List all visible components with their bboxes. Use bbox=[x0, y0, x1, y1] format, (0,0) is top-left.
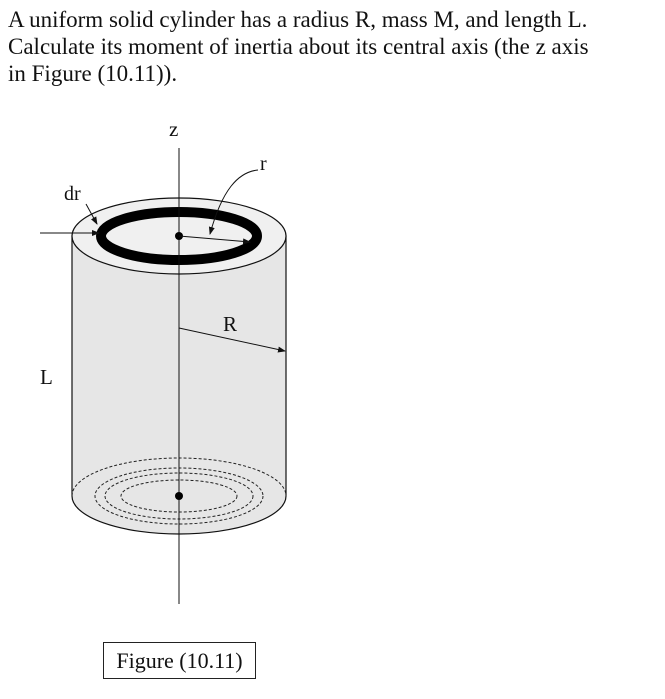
bottom-center-point bbox=[175, 492, 183, 500]
R-label: R bbox=[223, 312, 238, 336]
problem-line-1: A uniform solid cylinder has a radius R, mass M, and length L. bbox=[8, 7, 588, 32]
dr-label: dr bbox=[64, 183, 81, 205]
z-axis-label: z bbox=[169, 117, 179, 141]
L-label: L bbox=[40, 365, 53, 389]
figure-caption: Figure (10.11) bbox=[103, 642, 256, 679]
problem-line-3: in Figure (10.11)). bbox=[8, 61, 178, 86]
problem-line-2: Calculate its moment of inertia about its central axis (the z axis bbox=[8, 34, 589, 59]
r-label: r bbox=[260, 153, 267, 175]
